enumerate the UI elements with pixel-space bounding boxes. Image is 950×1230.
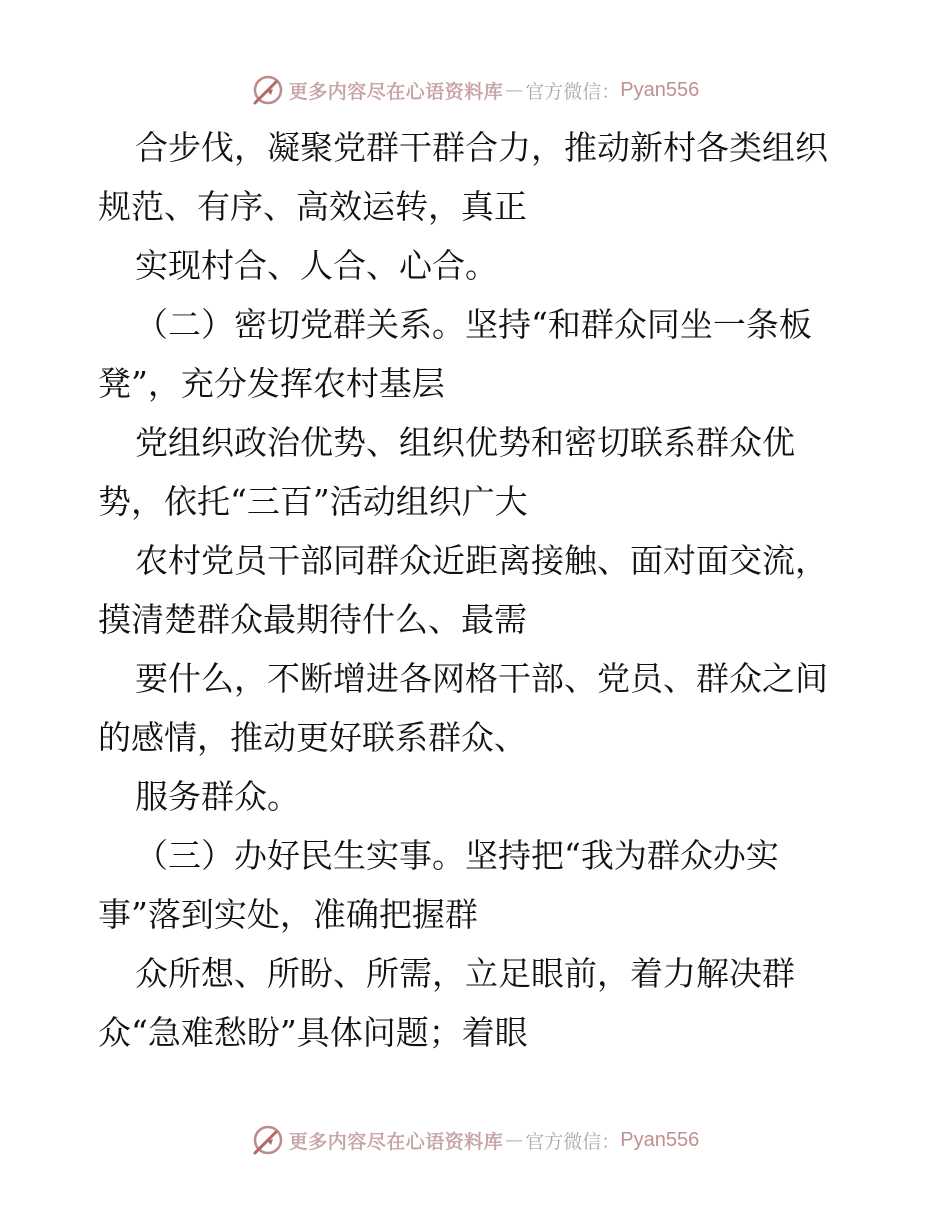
footer-banner <box>0 1120 950 1160</box>
pen-nib-circle-icon <box>251 1123 285 1157</box>
text-line: （三）办好民生实事。坚持把“我为群众办实 <box>135 836 779 875</box>
text-line: 实现村合、人合、心合。 <box>135 246 498 285</box>
banner-wechat-id: Pyan556 <box>620 78 700 101</box>
banner-wechat-label: 官方微信： <box>525 80 621 103</box>
banner-brand-text: 更多内容尽在心语资料库 <box>288 1130 504 1153</box>
text-line: 要什么，不断增进各网格干部、党员、群众之间 <box>135 659 828 698</box>
text-line: 凳”，充分发挥农村基层 <box>98 364 445 403</box>
text-line: 摸清楚群众最期待什么、最需 <box>98 600 527 639</box>
text-line: 众所想、所盼、所需，立足眼前，着力解决群 <box>135 954 795 993</box>
document-body <box>98 118 858 1062</box>
text-line: 党组织政治优势、组织优势和密切联系群众优 <box>135 423 795 462</box>
text-line: 合步伐，凝聚党群干群合力，推动新村各类组织 <box>135 128 828 167</box>
banner-wechat-id: Pyan556 <box>620 1128 700 1151</box>
header-banner <box>0 70 950 110</box>
banner-brand-text: 更多内容尽在心语资料库 <box>288 80 504 103</box>
text-line: 规范、有序、高效运转，真正 <box>98 187 527 226</box>
text-line: 农村党员干部同群众近距离接触、面对面交流， <box>135 541 828 580</box>
text-line: 事”落到实处，准确把握群 <box>98 895 478 934</box>
banner-separator: — <box>505 1129 524 1151</box>
pen-nib-circle-icon <box>251 73 285 107</box>
text-line: 的感情，推动更好联系群众、 <box>98 718 527 757</box>
text-line: 势，依托“三百”活动组织广大 <box>98 482 528 521</box>
banner-separator: — <box>505 79 524 101</box>
banner-wechat-label: 官方微信： <box>525 1130 621 1153</box>
text-line: 众“急难愁盼”具体问题；着眼 <box>98 1013 528 1052</box>
text-line: （二）密切党群关系。坚持“和群众同坐一条板 <box>135 305 812 344</box>
text-line: 服务群众。 <box>135 777 300 816</box>
